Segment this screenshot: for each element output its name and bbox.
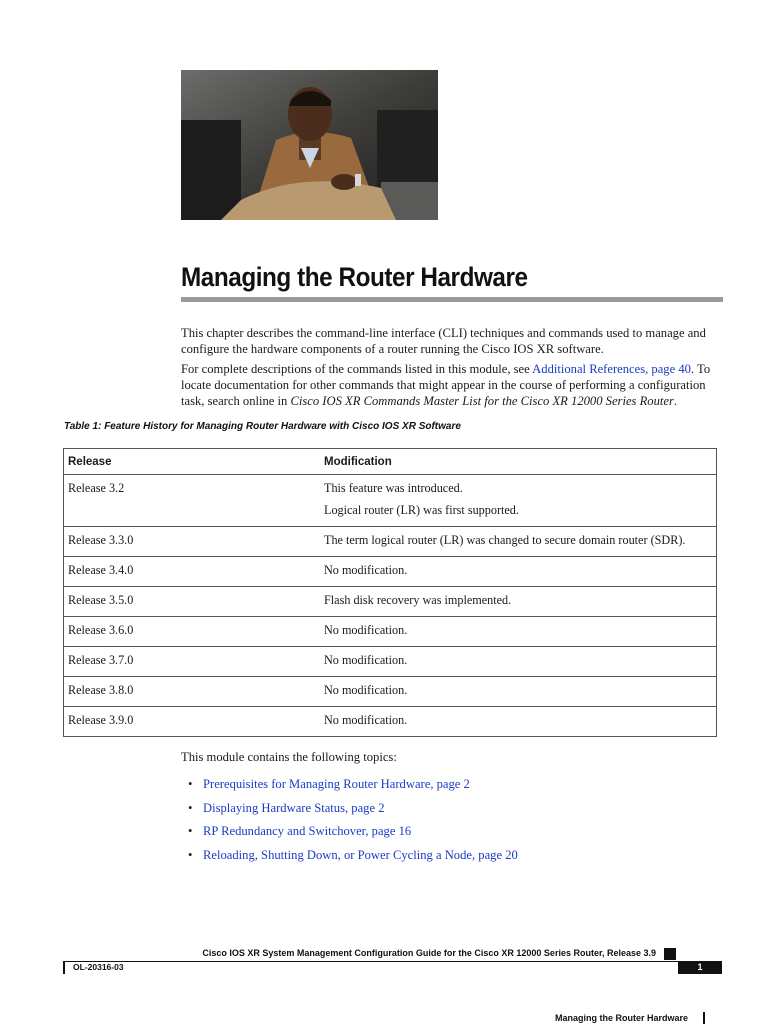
modification-cell: No modification. [320,707,717,737]
page-number: 1 [678,961,722,974]
release-cell: Release 3.7.0 [64,647,321,677]
list-item [188,776,518,800]
title-rule [181,297,723,302]
table-row [64,647,717,677]
references-text: For complete descriptions of the commands listed in this module, see [181,362,533,376]
modification-cell: No modification. [320,647,717,677]
table-row [64,677,717,707]
references-paragraph [181,361,726,409]
table-row [64,557,717,587]
topics-intro: This module contains the following topics: [181,750,397,764]
table-row [64,475,717,527]
topic-link-reloading[interactable]: Reloading, Shutting Down, or Power Cycling a Node, page 20 [203,847,518,862]
footer-guide-title: Cisco IOS XR System Management Configuration Guide for the Cisco XR 12000 Series Router, Release 3.9 [202,948,656,958]
list-item [188,800,518,824]
bullet-icon: • [188,824,193,838]
modification-line: Logical router (LR) was first supported. [324,503,519,517]
topic-link-prerequisites[interactable]: Prerequisites for Managing Router Hardware, page 2 [203,777,470,791]
running-footer-bar [703,1012,705,1024]
footer-tick [63,961,65,974]
release-cell: Release 3.5.0 [64,587,321,617]
bullet-icon: • [188,800,193,815]
release-cell: Release 3.8.0 [64,677,321,707]
additional-references-link[interactable]: Additional References, page 40 [532,362,691,376]
modification-cell: No modification. [320,677,717,707]
feature-history-table [63,448,717,737]
table-row [64,617,717,647]
header-release: Release [64,449,321,475]
table-header-row [64,449,717,475]
release-cell: Release 3.3.0 [64,527,321,557]
footer-marker [664,948,676,960]
release-cell: Release 3.2 [64,475,321,527]
bullet-icon: • [188,777,193,791]
modification-cell: Flash disk recovery was implemented. [320,587,717,617]
references-text-middle: . To locate documentation for other commands that might appear in the course of performing a configuration task, search online in [181,362,711,408]
modification-cell [320,475,717,527]
chapter-photo [181,70,438,220]
page-title: Managing the Router Hardware [181,262,528,292]
running-footer-title: Managing the Router Hardware [554,1013,688,1023]
release-cell: Release 3.9.0 [64,707,321,737]
release-cell: Release 3.6.0 [64,617,321,647]
footer-rule [64,961,722,962]
table-caption: Table 1: Feature History for Managing Router Hardware with Cisco IOS XR Software [64,421,461,432]
modification-line: This feature was introduced. [324,481,463,495]
modification-cell: No modification. [320,557,717,587]
table-row [64,527,717,557]
document-id: OL-20316-03 [73,962,124,972]
intro-paragraph: This chapter describes the command-line interface (CLI) techniques and commands used to manage and configure the hardware components of a router running the Cisco IOS XR software. [181,326,706,356]
topics-list [188,776,518,870]
list-item [188,847,518,871]
header-modification: Modification [320,449,717,475]
master-list-title: Cisco IOS XR Commands Master List for the Cisco XR 12000 Series Router [290,394,674,408]
table-row [64,587,717,617]
topic-link-rp-redundancy[interactable]: RP Redundancy and Switchover, page 16 [203,824,412,838]
bullet-icon: • [188,847,193,862]
topic-link-hardware-status[interactable]: Displaying Hardware Status, page 2 [203,800,385,815]
modification-cell: The term logical router (LR) was changed to secure domain router (SDR). [320,527,717,557]
modification-cell: No modification. [320,617,717,647]
list-item [188,823,518,847]
table-row [64,707,717,737]
release-cell: Release 3.4.0 [64,557,321,587]
references-text-end: . [673,394,678,408]
